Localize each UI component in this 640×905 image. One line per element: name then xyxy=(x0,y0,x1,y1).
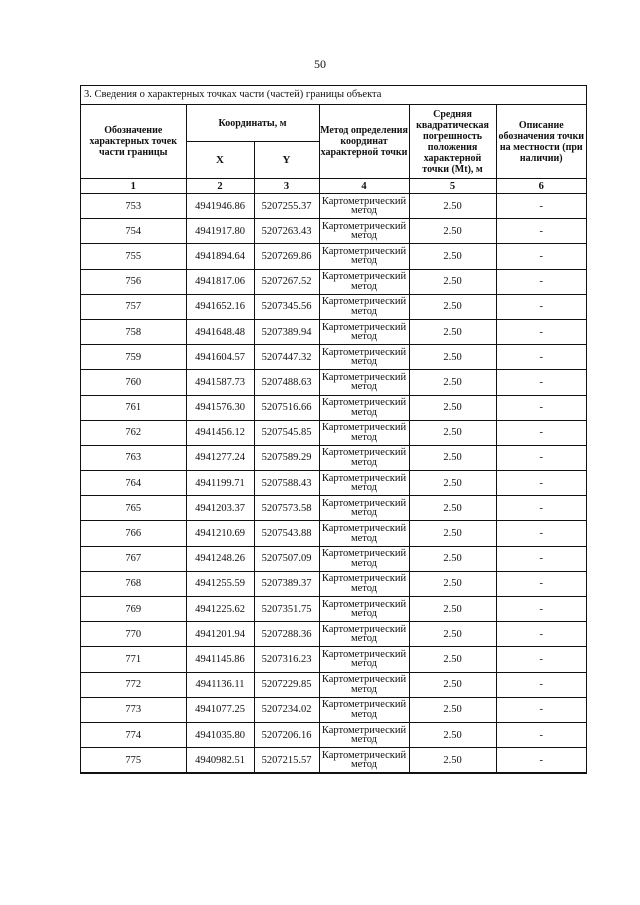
column-number: 2 xyxy=(186,179,254,194)
cell-point: 768 xyxy=(81,571,186,596)
header-x: X xyxy=(186,142,254,179)
cell-y: 5207389.37 xyxy=(254,571,319,596)
cell-accuracy: 2.50 xyxy=(409,420,496,445)
cell-method: Картометрический метод xyxy=(319,748,409,773)
cell-description: - xyxy=(496,672,586,697)
cell-y: 5207351.75 xyxy=(254,597,319,622)
cell-accuracy: 2.50 xyxy=(409,546,496,571)
cell-accuracy: 2.50 xyxy=(409,395,496,420)
cell-y: 5207316.23 xyxy=(254,647,319,672)
cell-point: 758 xyxy=(81,319,186,344)
cell-accuracy: 2.50 xyxy=(409,722,496,747)
cell-accuracy: 2.50 xyxy=(409,622,496,647)
table-row xyxy=(81,521,586,546)
column-number: 6 xyxy=(496,179,586,194)
table-row xyxy=(81,622,586,647)
header-y: Y xyxy=(254,142,319,179)
cell-y: 5207389.94 xyxy=(254,319,319,344)
cell-description: - xyxy=(496,471,586,496)
cell-point: 757 xyxy=(81,294,186,319)
cell-point: 756 xyxy=(81,269,186,294)
cell-x: 4941277.24 xyxy=(186,445,254,470)
cell-point: 767 xyxy=(81,546,186,571)
table-row xyxy=(81,697,586,722)
table-row xyxy=(81,647,586,672)
cell-description: - xyxy=(496,319,586,344)
cell-method: Картометрический метод xyxy=(319,420,409,445)
cell-description: - xyxy=(496,395,586,420)
cell-x: 4941576.30 xyxy=(186,395,254,420)
cell-point: 771 xyxy=(81,647,186,672)
table-row xyxy=(81,571,586,596)
cell-y: 5207573.58 xyxy=(254,496,319,521)
cell-accuracy: 2.50 xyxy=(409,345,496,370)
cell-method: Картометрический метод xyxy=(319,571,409,596)
page-number: 50 xyxy=(314,57,326,71)
cell-point: 761 xyxy=(81,395,186,420)
cell-description: - xyxy=(496,420,586,445)
cell-point: 766 xyxy=(81,521,186,546)
column-numbers-row xyxy=(81,179,586,194)
cell-x: 4941917.80 xyxy=(186,219,254,244)
header-description: Описание обозначения точки на местности (при наличии) xyxy=(496,105,586,179)
cell-point: 775 xyxy=(81,748,186,773)
cell-method: Картометрический метод xyxy=(319,445,409,470)
cell-point: 763 xyxy=(81,445,186,470)
table-row xyxy=(81,597,586,622)
cell-description: - xyxy=(496,496,586,521)
cell-accuracy: 2.50 xyxy=(409,294,496,319)
cell-accuracy: 2.50 xyxy=(409,697,496,722)
cell-x: 4941077.25 xyxy=(186,697,254,722)
cell-y: 5207255.37 xyxy=(254,194,319,219)
cell-method: Картометрический метод xyxy=(319,697,409,722)
cell-y: 5207588.43 xyxy=(254,471,319,496)
cell-method: Картометрический метод xyxy=(319,219,409,244)
table-row xyxy=(81,219,586,244)
cell-x: 4941456.12 xyxy=(186,420,254,445)
cell-description: - xyxy=(496,748,586,773)
table-row xyxy=(81,345,586,370)
header-coordinates: Координаты, м xyxy=(186,105,319,142)
cell-point: 772 xyxy=(81,672,186,697)
header-accuracy: Средняя квадратическая погрешность положения характерной точки (Mt), м xyxy=(409,105,496,179)
column-number: 5 xyxy=(409,179,496,194)
cell-x: 4941203.37 xyxy=(186,496,254,521)
cell-y: 5207267.52 xyxy=(254,269,319,294)
cell-method: Картометрический метод xyxy=(319,672,409,697)
cell-y: 5207488.63 xyxy=(254,370,319,395)
cell-description: - xyxy=(496,622,586,647)
cell-method: Картометрический метод xyxy=(319,395,409,420)
cell-x: 4941648.48 xyxy=(186,319,254,344)
cell-x: 4941255.59 xyxy=(186,571,254,596)
cell-description: - xyxy=(496,294,586,319)
cell-method: Картометрический метод xyxy=(319,647,409,672)
cell-x: 4941145.86 xyxy=(186,647,254,672)
cell-x: 4941248.26 xyxy=(186,546,254,571)
cell-accuracy: 2.50 xyxy=(409,521,496,546)
cell-description: - xyxy=(496,546,586,571)
cell-method: Картометрический метод xyxy=(319,319,409,344)
cell-x: 4941201.94 xyxy=(186,622,254,647)
cell-accuracy: 2.50 xyxy=(409,571,496,596)
cell-accuracy: 2.50 xyxy=(409,597,496,622)
column-number: 3 xyxy=(254,179,319,194)
cell-x: 4941894.64 xyxy=(186,244,254,269)
cell-x: 4940982.51 xyxy=(186,748,254,773)
header-method: Метод определения координат характерной точки xyxy=(319,105,409,179)
cell-accuracy: 2.50 xyxy=(409,748,496,773)
column-number: 4 xyxy=(319,179,409,194)
table-row xyxy=(81,370,586,395)
cell-method: Картометрический метод xyxy=(319,521,409,546)
table-row xyxy=(81,294,586,319)
cell-method: Картометрический метод xyxy=(319,597,409,622)
cell-x: 4941225.62 xyxy=(186,597,254,622)
cell-accuracy: 2.50 xyxy=(409,496,496,521)
cell-y: 5207288.36 xyxy=(254,622,319,647)
column-number: 1 xyxy=(81,179,186,194)
cell-y: 5207215.57 xyxy=(254,748,319,773)
cell-method: Картометрический метод xyxy=(319,370,409,395)
cell-method: Картометрический метод xyxy=(319,496,409,521)
cell-accuracy: 2.50 xyxy=(409,319,496,344)
table-row xyxy=(81,748,586,773)
cell-description: - xyxy=(496,722,586,747)
cell-accuracy: 2.50 xyxy=(409,269,496,294)
table-row xyxy=(81,496,586,521)
cell-x: 4941035.80 xyxy=(186,722,254,747)
points-table xyxy=(81,105,586,773)
table-row xyxy=(81,445,586,470)
cell-x: 4941817.06 xyxy=(186,269,254,294)
table-row xyxy=(81,244,586,269)
cell-accuracy: 2.50 xyxy=(409,647,496,672)
cell-method: Картометрический метод xyxy=(319,345,409,370)
cell-point: 753 xyxy=(81,194,186,219)
table-row xyxy=(81,194,586,219)
cell-point: 773 xyxy=(81,697,186,722)
table-row xyxy=(81,395,586,420)
cell-y: 5207589.29 xyxy=(254,445,319,470)
cell-y: 5207516.66 xyxy=(254,395,319,420)
header-point-designation: Обозначение характерных точек части границы xyxy=(81,105,186,179)
cell-description: - xyxy=(496,194,586,219)
cell-description: - xyxy=(496,597,586,622)
cell-method: Картометрический метод xyxy=(319,244,409,269)
cell-y: 5207206.16 xyxy=(254,722,319,747)
cell-method: Картометрический метод xyxy=(319,722,409,747)
cell-point: 754 xyxy=(81,219,186,244)
cell-accuracy: 2.50 xyxy=(409,672,496,697)
table-row xyxy=(81,672,586,697)
table-row xyxy=(81,546,586,571)
cell-accuracy: 2.50 xyxy=(409,471,496,496)
cell-description: - xyxy=(496,521,586,546)
cell-description: - xyxy=(496,445,586,470)
cell-description: - xyxy=(496,647,586,672)
cell-y: 5207545.85 xyxy=(254,420,319,445)
table-row xyxy=(81,319,586,344)
table-row xyxy=(81,420,586,445)
cell-point: 760 xyxy=(81,370,186,395)
cell-method: Картометрический метод xyxy=(319,194,409,219)
cell-x: 4941946.86 xyxy=(186,194,254,219)
cell-description: - xyxy=(496,370,586,395)
cell-y: 5207269.86 xyxy=(254,244,319,269)
cell-point: 764 xyxy=(81,471,186,496)
cell-point: 755 xyxy=(81,244,186,269)
cell-y: 5207543.88 xyxy=(254,521,319,546)
table-row xyxy=(81,471,586,496)
cell-method: Картометрический метод xyxy=(319,546,409,571)
cell-y: 5207507.09 xyxy=(254,546,319,571)
cell-point: 769 xyxy=(81,597,186,622)
cell-x: 4941604.57 xyxy=(186,345,254,370)
cell-method: Картометрический метод xyxy=(319,622,409,647)
cell-x: 4941587.73 xyxy=(186,370,254,395)
section-title: 3. Сведения о характерных точках части (частей) границы объекта xyxy=(81,86,586,105)
cell-point: 765 xyxy=(81,496,186,521)
cell-y: 5207229.85 xyxy=(254,672,319,697)
cell-point: 759 xyxy=(81,345,186,370)
table-row xyxy=(81,722,586,747)
cell-description: - xyxy=(496,244,586,269)
boundary-points-table xyxy=(80,85,587,774)
cell-accuracy: 2.50 xyxy=(409,445,496,470)
cell-y: 5207263.43 xyxy=(254,219,319,244)
table-row xyxy=(81,269,586,294)
cell-description: - xyxy=(496,219,586,244)
cell-accuracy: 2.50 xyxy=(409,219,496,244)
cell-point: 770 xyxy=(81,622,186,647)
cell-point: 762 xyxy=(81,420,186,445)
cell-y: 5207234.02 xyxy=(254,697,319,722)
cell-description: - xyxy=(496,345,586,370)
cell-x: 4941136.11 xyxy=(186,672,254,697)
cell-method: Картометрический метод xyxy=(319,294,409,319)
cell-point: 774 xyxy=(81,722,186,747)
cell-x: 4941210.69 xyxy=(186,521,254,546)
cell-accuracy: 2.50 xyxy=(409,244,496,269)
cell-description: - xyxy=(496,697,586,722)
cell-description: - xyxy=(496,571,586,596)
cell-method: Картометрический метод xyxy=(319,471,409,496)
cell-description: - xyxy=(496,269,586,294)
cell-accuracy: 2.50 xyxy=(409,370,496,395)
cell-y: 5207345.56 xyxy=(254,294,319,319)
cell-x: 4941652.16 xyxy=(186,294,254,319)
cell-method: Картометрический метод xyxy=(319,269,409,294)
cell-y: 5207447.32 xyxy=(254,345,319,370)
cell-x: 4941199.71 xyxy=(186,471,254,496)
cell-accuracy: 2.50 xyxy=(409,194,496,219)
